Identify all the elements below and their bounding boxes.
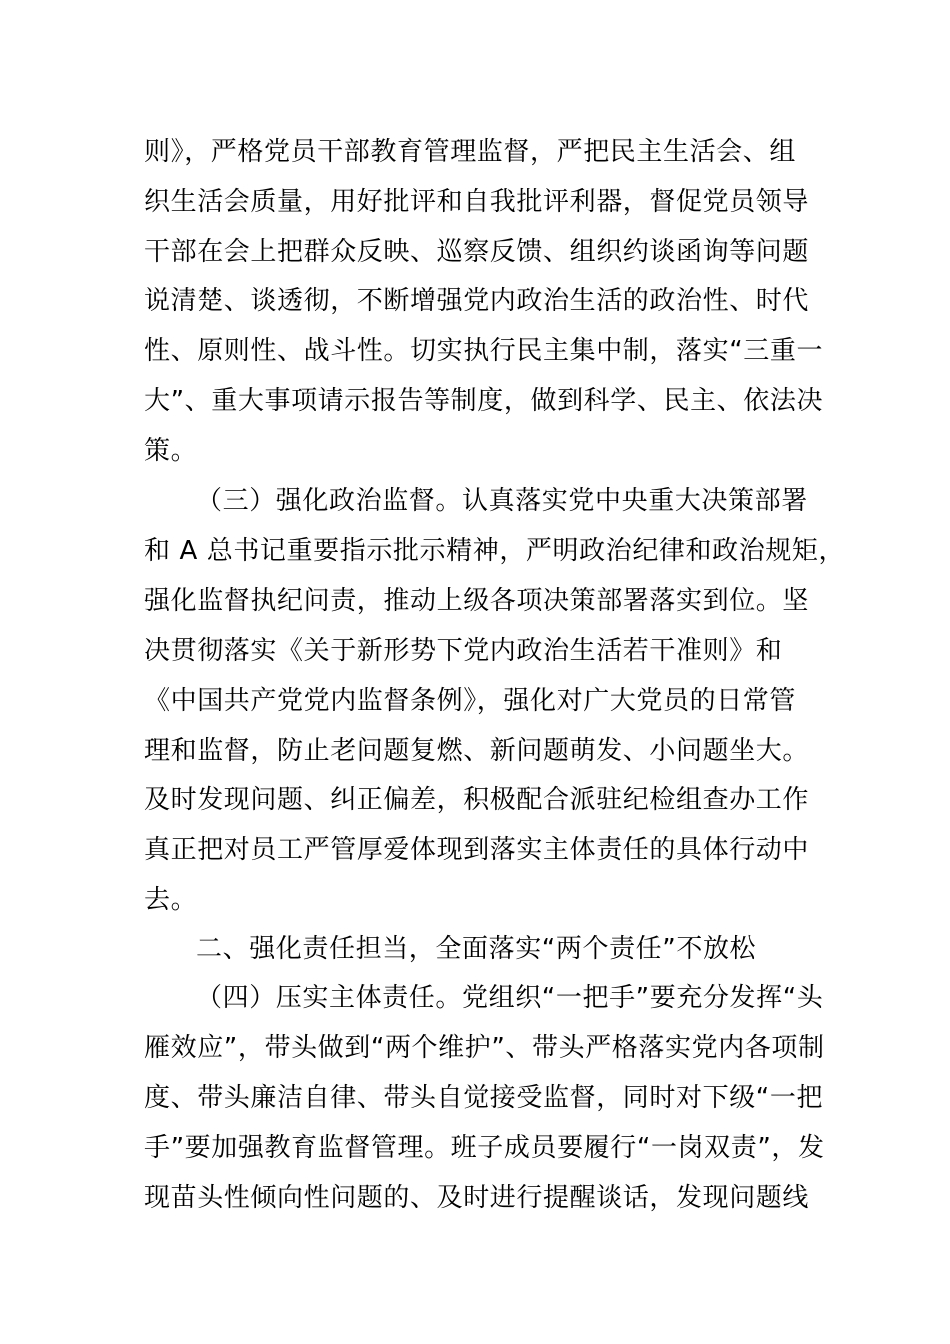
- text-line: 现苗头性倾向性问题的、及时进行提醒谈话，发现问题线: [144, 1183, 810, 1213]
- text-line: 强化监督执纪问责，推动上级各项决策部署落实到位。坚: [144, 586, 810, 616]
- text-line: 雁效应”，带头做到“两个维护”、带头严格落实党内各项制: [144, 1033, 825, 1063]
- text-line: 和 A 总书记重要指示批示精神，严明政治纪律和政治规矩，: [144, 536, 846, 566]
- text-line: 真正把对员工严管厚爱体现到落实主体责任的具体行动中: [144, 835, 810, 865]
- text-line: 手”要加强教育监督管理。班子成员要履行“一岗双责”，发: [144, 1133, 825, 1163]
- text-line: 性、原则性、战斗性。切实执行民主集中制，落实“三重一: [144, 336, 824, 366]
- text-line: 织生活会质量，用好批评和自我批评利器，督促党员领导: [144, 187, 810, 217]
- text-line: 则》，严格党员干部教育管理监督，严把民主生活会、组: [144, 137, 797, 167]
- section-heading-four: （四）压实主体责任。党组织“一把手”要充分发挥“头: [196, 983, 824, 1013]
- text-line: 策。: [144, 436, 198, 466]
- text-line: 决贯彻落实《关于新形势下党内政治生活若干准则》和: [144, 636, 783, 666]
- text-line: 度、带头廉洁自律、带头自觉接受监督，同时对下级“一把: [144, 1083, 824, 1113]
- section-heading-two: 二、强化责任担当，全面落实“两个责任”不放松: [196, 934, 757, 964]
- text-line: 干部在会上把群众反映、巡察反馈、组织约谈函询等问题: [144, 237, 810, 267]
- text-line: 《中国共产党党内监督条例》，强化对广大党员的日常管: [144, 686, 797, 716]
- text-line: 理和监督，防止老问题复燃、新问题萌发、小问题坐大。: [144, 736, 810, 766]
- text-line: 去。: [144, 885, 198, 915]
- section-heading-three: （三）强化政治监督。认真落实党中央重大决策部署: [196, 486, 808, 516]
- text-line: 及时发现问题、纠正偏差，积极配合派驻纪检组查办工作: [144, 785, 810, 815]
- text-line: 说清楚、谈透彻，不断增强党内政治生活的政治性、时代: [144, 286, 810, 316]
- text-line: 大”、重大事项请示报告等制度，做到科学、民主、依法决: [144, 386, 824, 416]
